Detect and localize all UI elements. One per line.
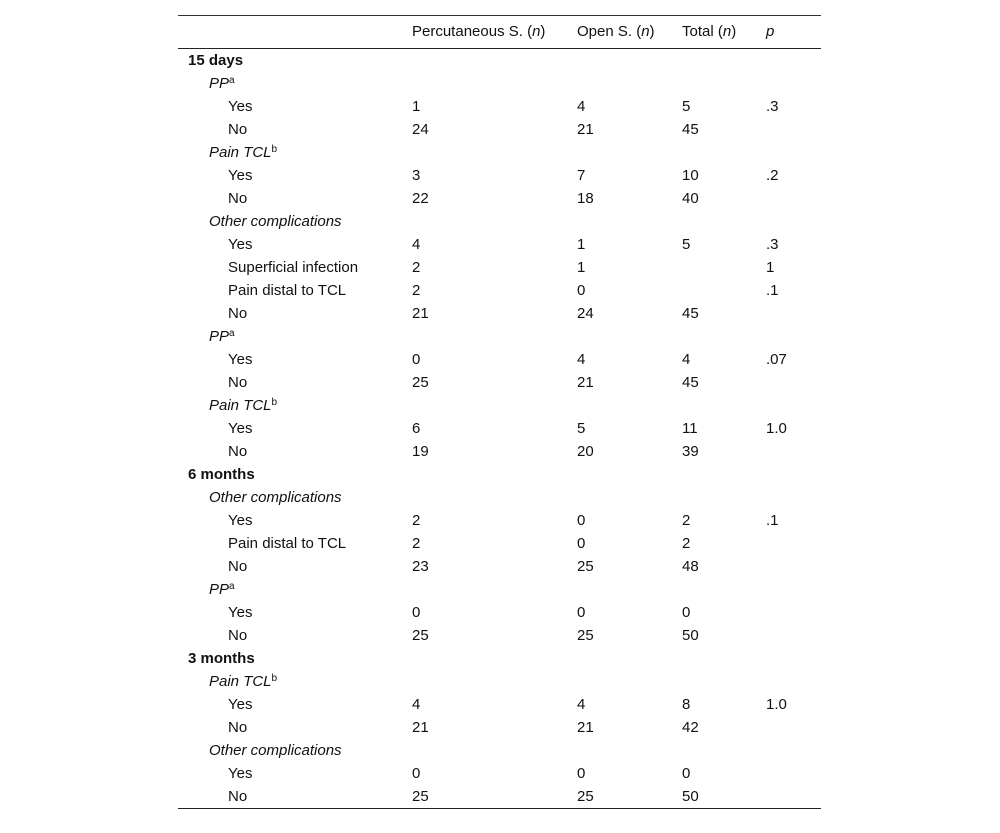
row-label: No	[228, 443, 248, 460]
percutaneous-value: 25	[412, 788, 429, 805]
table-row	[178, 601, 821, 624]
table-row	[178, 256, 821, 279]
total-value: 39	[682, 443, 699, 460]
open-value: 25	[577, 558, 594, 575]
p-value: .2	[766, 167, 779, 184]
p-value: 1.0	[766, 696, 787, 713]
total-value: 8	[682, 696, 691, 713]
open-value: 25	[577, 627, 594, 644]
table-row	[178, 279, 821, 302]
header-open: Open S. (n)	[577, 23, 655, 40]
percutaneous-value: 4	[412, 236, 421, 253]
total-value: 5	[682, 236, 691, 253]
percutaneous-value: 3	[412, 167, 421, 184]
footnote-marker: a	[229, 75, 235, 86]
open-value: 5	[577, 420, 586, 437]
table-row	[178, 532, 821, 555]
table-row	[178, 762, 821, 785]
percutaneous-value: 22	[412, 190, 429, 207]
footnote-marker: a	[229, 328, 235, 339]
total-value: 4	[682, 351, 691, 368]
table-body	[178, 49, 821, 808]
percutaneous-value: 21	[412, 719, 429, 736]
percutaneous-value: 4	[412, 696, 421, 713]
percutaneous-value: 25	[412, 627, 429, 644]
open-value: 4	[577, 98, 586, 115]
row-label: Pain distal to TCL	[228, 535, 347, 552]
p-value: .1	[766, 282, 779, 299]
percutaneous-value: 0	[412, 765, 421, 782]
open-value: 4	[577, 696, 586, 713]
row-label: Pain TCL$^b$	[209, 144, 278, 161]
section-row	[178, 647, 821, 670]
row-label: No	[228, 788, 248, 805]
row-label: No	[228, 121, 248, 138]
open-value: 0	[577, 765, 586, 782]
p-value: 1.0	[766, 420, 787, 437]
row-label: 3 months	[188, 650, 255, 667]
row-label: No	[228, 190, 248, 207]
open-value: 21	[577, 121, 594, 138]
group-row	[178, 210, 821, 233]
row-label: No	[228, 558, 248, 575]
percutaneous-value: 23	[412, 558, 429, 575]
open-value: 0	[577, 282, 586, 299]
results-table	[178, 15, 821, 809]
table-row	[178, 164, 821, 187]
table-row	[178, 118, 821, 141]
table-row	[178, 371, 821, 394]
percutaneous-value: 6	[412, 420, 421, 437]
row-label: Yes	[228, 765, 253, 782]
open-value: 20	[577, 443, 594, 460]
table-row	[178, 348, 821, 371]
footnote-marker: a	[229, 581, 235, 592]
table-row	[178, 302, 821, 325]
footnote-marker: b	[271, 673, 278, 684]
header-p: p	[766, 23, 775, 40]
group-row	[178, 670, 821, 693]
total-value: 5	[682, 98, 691, 115]
total-value: 50	[682, 788, 699, 805]
table-bottom-rule	[178, 808, 821, 809]
table-row	[178, 785, 821, 808]
row-label: No	[228, 305, 248, 322]
percutaneous-value: 2	[412, 259, 421, 276]
row-label: Yes	[228, 236, 253, 253]
row-label: Pain TCL$^b$	[209, 673, 278, 690]
total-value: 2	[682, 512, 691, 529]
table-row	[178, 417, 821, 440]
total-value: 42	[682, 719, 699, 736]
row-label: Yes	[228, 351, 253, 368]
percutaneous-value: 1	[412, 98, 421, 115]
table-row	[178, 187, 821, 210]
row-label: No	[228, 374, 248, 391]
p-value: .3	[766, 98, 779, 115]
row-label: Other complications	[209, 213, 342, 230]
row-label: $PP^a$	[209, 75, 235, 92]
row-label: Yes	[228, 98, 253, 115]
total-value: 40	[682, 190, 699, 207]
table-row	[178, 509, 821, 532]
row-label: Yes	[228, 604, 253, 621]
row-label: $PP^a$	[209, 328, 235, 345]
percutaneous-value: 2	[412, 535, 421, 552]
row-label: No	[228, 719, 248, 736]
total-value: 10	[682, 167, 699, 184]
percutaneous-value: 0	[412, 351, 421, 368]
total-value: 2	[682, 535, 691, 552]
percutaneous-value: 24	[412, 121, 429, 138]
table-row	[178, 716, 821, 739]
percutaneous-value: 0	[412, 604, 421, 621]
group-row	[178, 578, 821, 601]
table-row	[178, 624, 821, 647]
table-row	[178, 693, 821, 716]
percutaneous-value: 21	[412, 305, 429, 322]
total-value: 11	[682, 420, 698, 437]
percutaneous-value: 2	[412, 282, 421, 299]
table-header-row	[178, 16, 821, 48]
p-value: .07	[766, 351, 787, 368]
open-value: 25	[577, 788, 594, 805]
row-label: 6 months	[188, 466, 255, 483]
row-label: Yes	[228, 696, 253, 713]
p-value: 1	[766, 259, 775, 276]
total-value: 45	[682, 121, 699, 138]
total-value: 45	[682, 374, 699, 391]
group-row	[178, 141, 821, 164]
footnote-marker: b	[271, 397, 278, 408]
open-value: 0	[577, 604, 586, 621]
open-value: 4	[577, 351, 586, 368]
header-total: Total (n)	[682, 23, 737, 40]
row-label: Pain TCL$^b$	[209, 397, 278, 414]
table-row	[178, 555, 821, 578]
percutaneous-value: 25	[412, 374, 429, 391]
group-row	[178, 486, 821, 509]
open-value: 21	[577, 719, 594, 736]
open-value: 7	[577, 167, 586, 184]
footnote-marker: b	[271, 144, 278, 155]
open-value: 0	[577, 535, 586, 552]
row-label: Pain distal to TCL	[228, 282, 347, 299]
table-row	[178, 95, 821, 118]
open-value: 24	[577, 305, 594, 322]
table-row	[178, 233, 821, 256]
header-percutaneous: Percutaneous S. (n)	[412, 23, 546, 40]
total-value: 0	[682, 765, 691, 782]
group-row	[178, 394, 821, 417]
open-value: 1	[577, 259, 586, 276]
total-value: 0	[682, 604, 691, 621]
p-value: .3	[766, 236, 779, 253]
row-label: Other complications	[209, 489, 342, 506]
group-row	[178, 739, 821, 762]
row-label: No	[228, 627, 248, 644]
total-value: 45	[682, 305, 699, 322]
row-label: $PP^a$	[209, 581, 235, 598]
row-label: 15 days	[188, 52, 244, 69]
open-value: 0	[577, 512, 586, 529]
row-label: Other complications	[209, 742, 342, 759]
section-row	[178, 49, 821, 72]
row-label: Yes	[228, 167, 253, 184]
open-value: 1	[577, 236, 586, 253]
p-value: .1	[766, 512, 779, 529]
open-value: 18	[577, 190, 594, 207]
table-row	[178, 440, 821, 463]
section-row	[178, 463, 821, 486]
row-label: Yes	[228, 512, 253, 529]
row-label: Superficial infection	[228, 259, 359, 276]
row-label: Yes	[228, 420, 253, 437]
group-row	[178, 325, 821, 348]
total-value: 50	[682, 627, 699, 644]
total-value: 48	[682, 558, 699, 575]
open-value: 21	[577, 374, 594, 391]
group-row	[178, 72, 821, 95]
percutaneous-value: 2	[412, 512, 421, 529]
percutaneous-value: 19	[412, 443, 429, 460]
